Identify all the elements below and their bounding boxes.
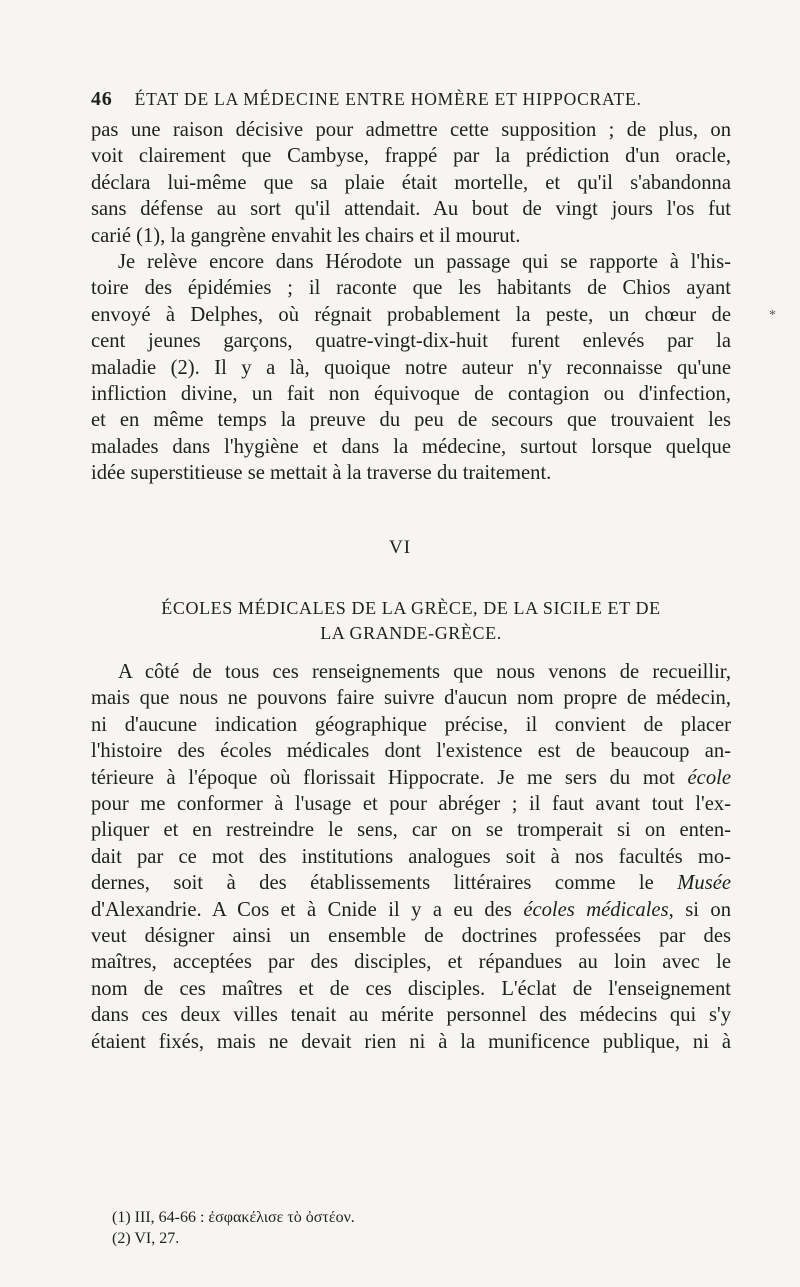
text-line: pas une raison décisive pour admettre cette supposition ; de plus, on [91,119,731,141]
text-line [91,870,731,896]
text-line: idée superstitieuse se mettait à la traverse du traitement. [91,462,552,485]
running-header [91,88,731,111]
text-block-2 [91,659,731,1055]
text-line: toire des épidémies ; il raconte que les habitants de Chios ayant [91,277,731,300]
text-span: , si on [668,898,731,921]
footnotes [112,1207,712,1249]
text-line: ni d'aucune indication géographique précise, il convient de placer [91,713,731,736]
text-line: et en même temps la preuve du peu de secours que trouvaient les [91,409,731,432]
margin-mark: * [769,308,776,323]
text-line: maîtres, acceptées par des disciples, et répandues au loin avec le [91,951,731,974]
text-line: malades dans l'hygiène et dans la médecine, surtout lorsque quelque [91,435,731,458]
text-line: voit clairement que Cambyse, frappé par la prédiction d'un oracle, [91,145,731,168]
footnote: (2) VI, 27. [112,1230,180,1247]
section-title-line: ÉCOLES MÉDICALES DE LA GRÈCE, DE LA SICILE ET DE [161,598,661,618]
section-title-line: LA GRANDE-GRÈCE. [320,623,502,643]
text-line: dans ces deux villes tenait au mérite personnel des médecins qui s'y [91,1004,731,1027]
text-line: pour me conformer à l'usage et pour abréger ; il faut avant tout l'ex- [91,793,731,816]
text-line [91,765,731,791]
text-line: carié (1), la gangrène envahit les chairs et il mourut. [91,224,521,247]
text-line: cent jeunes garçons, quatre-vingt-dix-huit furent enlevés par la [91,330,731,353]
footnote: (1) III, 64-66 : ἐσφακέλισε τὸ ὀστέον. [112,1209,355,1226]
page-number: 46 [91,88,113,110]
text-line: déclara lui-même que sa plaie était mortelle, et qu'il s'abandonna [91,171,731,194]
text-line: veut désigner ainsi un ensemble de doctrines professées par des [91,925,731,948]
text-line: étaient fixés, mais ne devait rien ni à la munificence publique, ni à [91,1030,731,1053]
text-line: l'histoire des écoles médicales dont l'existence est de beaucoup an- [91,740,731,763]
section-title [91,596,731,646]
emphasis: Musée [677,872,731,895]
text-span: d'Alexandrie. A Cos et à Cnide il y a eu des [91,898,512,921]
text-line: infliction divine, un fait non équivoque de contagion ou d'infection, [91,383,731,406]
text-line: sans défense au sort qu'il attendait. Au bout de vingt jours l'os fut [91,198,731,221]
running-title: ÉTAT DE LA MÉDECINE ENTRE HOMÈRE ET HIPPOCRATE. [134,89,642,109]
section-number: VI [388,537,412,558]
text-span: dernes, soit à des établissements littéraires comme le [91,872,654,895]
text-line: mais que nous ne pouvons faire suivre d'aucun nom propre de médecin, [91,687,731,710]
text-line: envoyé à Delphes, où régnait probablement la peste, un chœur de [91,303,731,326]
text-line [91,897,731,923]
emphasis: école [687,766,731,789]
text-line: dait par ce mot des institutions analogues soit à nos facultés mo- [91,845,731,868]
text-block-1 [91,117,731,487]
text-line: nom de ces maîtres et de ces disciples. L'éclat de l'enseignement [91,977,731,1000]
text-line: maladie (2). Il y a là, quoique notre auteur n'y reconnaisse qu'une [91,356,731,379]
emphasis: écoles médicales [523,898,669,921]
text-line: A côté de tous ces renseignements que nous venons de recueillir, [118,661,731,683]
text-span: térieure à l'époque où florissait Hippocrate. Je me sers du mot [91,766,675,789]
text-line: Je relève encore dans Hérodote un passage qui se rapporte à l'his- [118,251,731,274]
text-line: pliquer et en restreindre le sens, car on se tromperait si on enten- [91,819,731,842]
